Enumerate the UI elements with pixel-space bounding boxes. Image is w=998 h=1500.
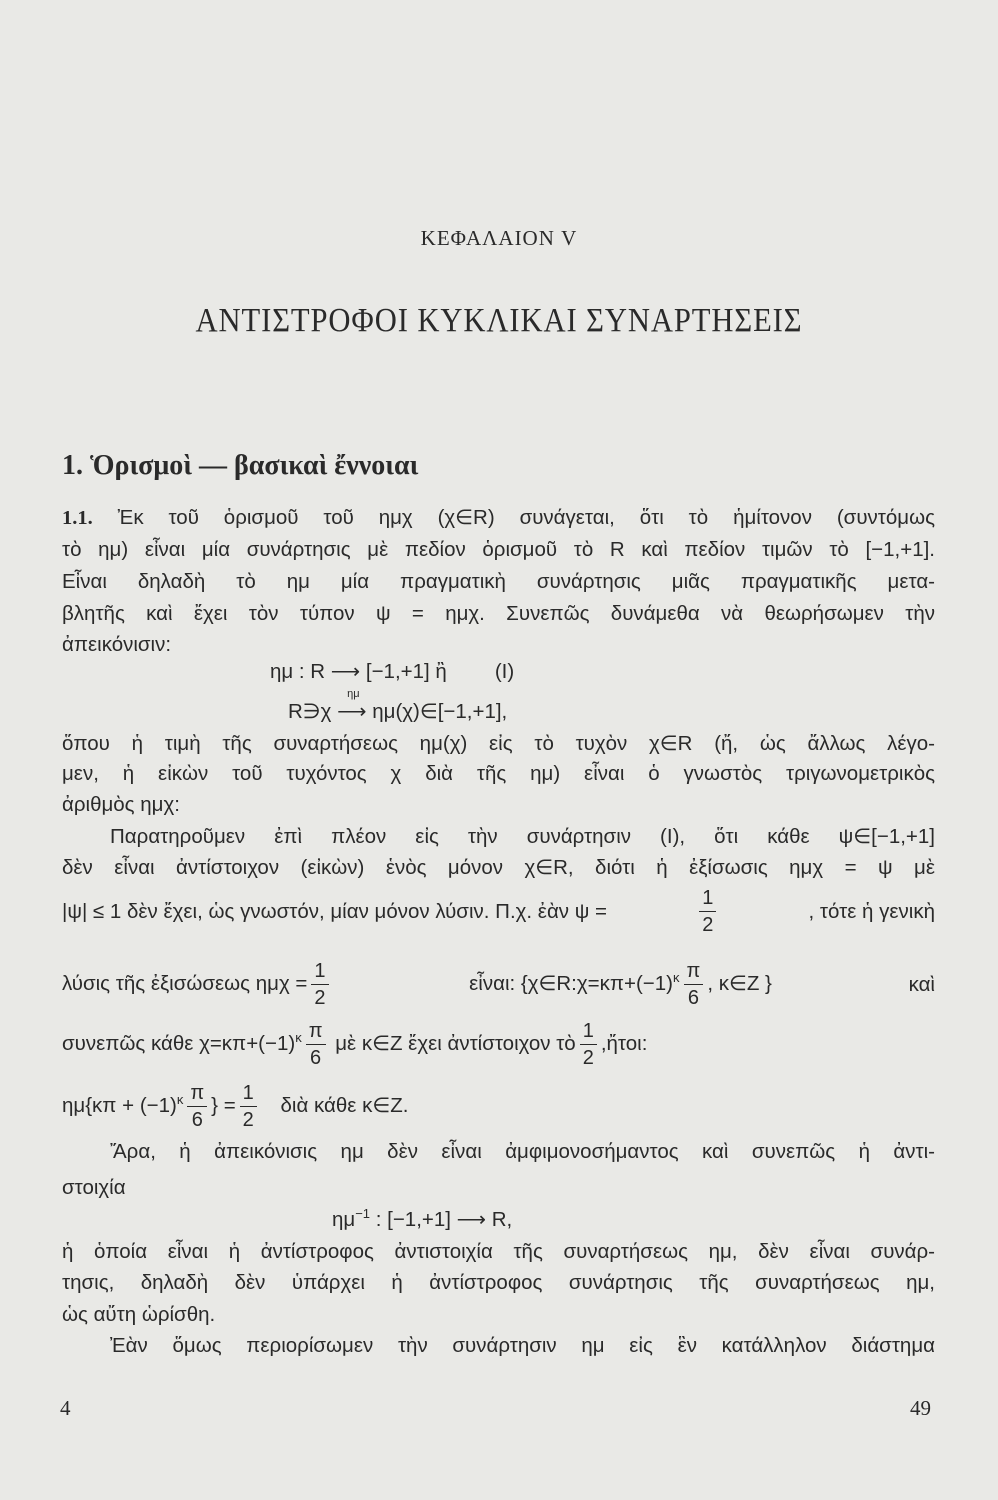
page-number: 49: [910, 1396, 931, 1420]
paragraph-number: 1.1.: [62, 507, 93, 529]
text-line: [62, 958, 935, 1011]
equation-label: (I): [494, 660, 515, 683]
equation-text: ⟶ ημ(χ)∈[−1,+1],: [337, 700, 508, 723]
text-line: ἀριθμὸς ημχ:: [62, 793, 180, 816]
text-line: ὡς αὔτη ὡρίσθη.: [62, 1303, 216, 1326]
text-line: [62, 885, 935, 938]
text-line: [62, 506, 935, 530]
fraction-one-half: $\frac{1}{2}$: [580, 1018, 597, 1071]
fraction-pi-over-six: $\frac{\pi}{6}$: [306, 1018, 326, 1071]
chapter-label: ΚΕΦΑΛΑΙΟΝ V: [420, 226, 578, 250]
signature-mark: 4: [60, 1396, 71, 1420]
text: διὰ κάθε κ∈Z.: [280, 1093, 409, 1117]
fraction-pi-over-six: $\frac{\pi}{6}$: [187, 1080, 207, 1133]
text: καὶ: [908, 972, 935, 996]
text-line: μεν, ἡ εἰκὼν τοῦ τυχόντος χ διὰ τῆς ημ) εἶναι ὁ γνωστὸς τριγωνομετρικὸς: [62, 762, 935, 785]
arrow-label: ημ: [347, 688, 360, 700]
text-line: ἡ ὁποία εἶναι ἡ ἀντίστροφος ἀντιστοιχία τῆς συναρτήσεως ημ, δὲν εἶναι συνάρ-: [62, 1240, 935, 1263]
text-line: [62, 1080, 408, 1133]
fraction-one-half: $\frac{1}{2}$: [311, 958, 328, 1011]
equation-text: ημ: [332, 1208, 356, 1231]
text: |ψ| ≤ 1 δὲν ἔχει, ὡς γνωστόν, μίαν μόνον λύσιν. Π.χ. ἐὰν ψ =: [62, 899, 608, 923]
text-line: τησις, δηλαδὴ δὲν ὑπάρχει ἡ ἀντίστροφος συνάρτησις τῆς συναρτήσεως ημ,: [62, 1271, 935, 1294]
text-line: Παρατηροῦμεν ἐπὶ πλέον εἰς τὴν συνάρτησιν (I), ὅτι κάθε ψ∈[−1,+1]: [110, 825, 935, 848]
labeled-arrow: [337, 688, 507, 724]
text: Ἐκ τοῦ ὁρισμοῦ τοῦ ημχ (χ∈R) συνάγεται, ὅτι τὸ ἡμίτονον (συντόμως: [117, 506, 935, 529]
equation-text: : [−1,+1] ⟶ R,: [370, 1208, 513, 1231]
text-line: τὸ ημ) εἶναι μία συνάρτησις μὲ πεδίον ὁρισμοῦ τὸ R καὶ πεδίον τιμῶν τὸ [−1,+1].: [62, 538, 935, 561]
equation-3: [332, 1208, 512, 1232]
exponent: κ: [673, 970, 680, 986]
fraction-pi-over-six: $\frac{\pi}{6}$: [684, 958, 704, 1011]
text: μὲ κ∈Z ἔχει ἀντίστοιχον τὸ: [335, 1031, 576, 1055]
text-line: [62, 1018, 647, 1071]
text: } =: [211, 1093, 236, 1117]
text-line: βλητῆς καὶ ἔχει τὸν τύπον ψ = ημχ. Συνεπῶς δυνάμεθα νὰ θεωρήσωμεν τὴν: [62, 602, 935, 625]
text: ,ἤτοι:: [600, 1031, 648, 1055]
text-line: Ἐὰν ὅμως περιορίσωμεν τὴν συνάρτησιν ημ εἰς ἓν κατάλληλον διάστημα: [110, 1334, 935, 1357]
section-heading: 1. Ὁρισμοὶ — βασικαὶ ἔννοιαι: [62, 450, 419, 481]
text: εἶναι: {χ∈R:χ=κπ+(−1): [469, 971, 674, 995]
text-line: ὅπου ἡ τιμὴ τῆς συναρτήσεως ημ(χ) εἰς τὸ τυχὸν χ∈R (ἤ, ὡς ἄλλως λέγο-: [62, 732, 935, 755]
equation-text: R∋χ: [288, 700, 332, 723]
text: λύσις τῆς ἐξισώσεως ημχ =: [62, 971, 308, 995]
exponent: κ: [295, 1030, 302, 1046]
exponent: κ: [176, 1092, 184, 1108]
text: ημ{κπ + (−1): [62, 1093, 177, 1117]
equation-text: ημ : R ⟶ [−1,+1] ἢ: [270, 660, 447, 683]
text-line: στοιχία: [62, 1176, 126, 1199]
text-line: Ἄρα, ἡ ἀπεικόνισις ημ δὲν εἶναι ἀμφιμονοσήμαντος καὶ συνεπῶς ἡ ἀντι-: [110, 1140, 935, 1163]
text-line: δὲν εἶναι ἀντίστοιχον (εἰκὼν) ἑνὸς μόνον χ∈R, διότι ἡ ἐξίσωσις ημχ = ψ μὲ: [62, 856, 935, 879]
equation-2: [288, 688, 507, 724]
fraction-one-half: $\frac{1}{2}$: [240, 1080, 257, 1133]
fraction-one-half: $\frac{1}{2}$: [699, 885, 716, 938]
exponent: −1: [355, 1206, 371, 1222]
text-line: Εἶναι δηλαδὴ τὸ ημ μία πραγματικὴ συνάρτησις μιᾶς πραγματικῆς μετα-: [62, 570, 935, 593]
chapter-title: ΑΝΤΙΣΤΡΟΦΟΙ ΚΥΚΛΙΚΑΙ ΣΥΝΑΡΤΗΣΕΙΣ: [195, 302, 803, 339]
text-line: ἀπεικόνισιν:: [62, 633, 172, 656]
text: , κ∈Z }: [707, 971, 772, 995]
equation-1: [270, 660, 514, 684]
text: συνεπῶς κάθε χ=κπ+(−1): [62, 1031, 296, 1055]
text: , τότε ἡ γενικὴ: [808, 899, 935, 923]
